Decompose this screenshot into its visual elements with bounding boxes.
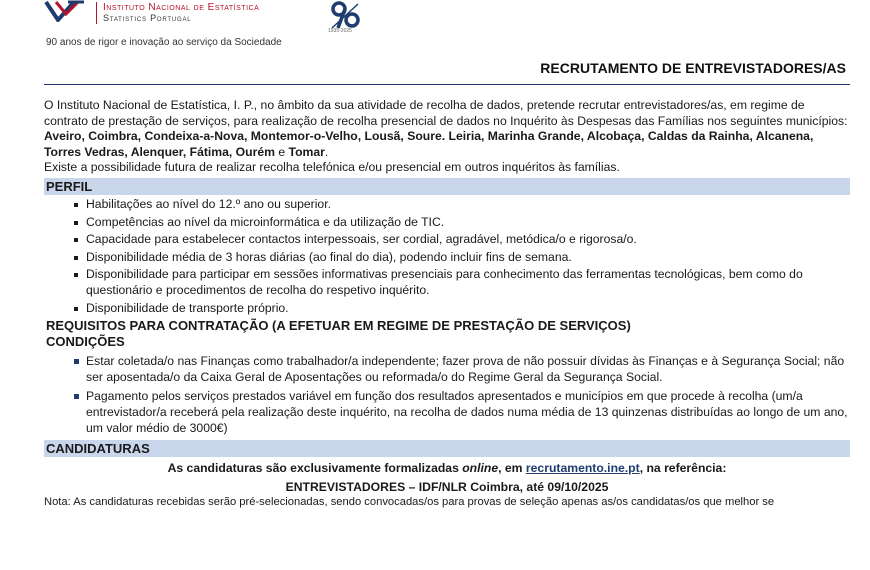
page-title: RECRUTAMENTO DE ENTREVISTADORES/AS (540, 60, 846, 76)
future-note: Existe a possibilidade futura de realizar recolha telefónica e/ou presencial em outros inquéritos às famílias. (44, 160, 620, 175)
section-perfil-heading: PERFIL (44, 178, 850, 195)
municipality-list: Aveiro, Coimbra, Condeixa-a-Nova, Montemor-o-Velho, Lousã, Soure. Leiria, Marinha Grande, Alcobaça, Caldas da Rainha, Alcanena, Torres Vedras, Alenquer, Fátima, Ourém (44, 129, 814, 159)
tagline: 90 anos de rigor e inovação ao serviço da Sociedade (46, 37, 282, 48)
list-item: Pagamento pelos serviços prestados variável em função dos resultados apresentados e municípios em que procede à recolha (um/a entrevistador/a receberá pela realização deste inquérito, na recolha de dados numa média de 13 quinzenas distribuídas ao longo de um ano, um valor médio de 3000€) (86, 389, 850, 436)
ine-logo-mark-icon (44, 0, 88, 22)
application-line (44, 461, 850, 477)
list-item: Estar coletada/o nas Finanças como trabalhador/a independente; fazer prova de não possuir dívidas às Finanças e à Segurança Social; não ser aposentada/o da Caixa Geral de Aposentações ou reformada/o do Regime Geral da Segurança Social. (86, 354, 850, 385)
list-item: Disponibilidade de transporte próprio. (86, 301, 850, 317)
intro-end: . (324, 144, 329, 159)
section-requisitos-heading: REQUISITOS PARA CONTRATAÇÃO (A EFETUAR EM REGIME DE PRESTAÇÃO DE SERVIÇOS) (46, 318, 631, 334)
intro-conjunction: e (274, 144, 289, 159)
last-municipality: Tomar (288, 144, 325, 159)
list-item: Disponibilidade para participar em sessões informativas presenciais para conhecimento das ferramentas tecnológicas, bem como do questionário e procedimentos de recolha do respetivo inquérito. (86, 267, 850, 298)
online-text: online (462, 461, 499, 476)
org-name-en: Statistics Portugal (103, 13, 192, 23)
recruitment-link[interactable]: recrutamento.ine.pt (525, 461, 640, 476)
list-item: Capacidade para estabelecer contactos interpessoais, ser cordial, agradável, metódica/o e rigorosa/o. (86, 232, 850, 248)
document-body (44, 98, 850, 509)
application-text-mid: , em (498, 461, 526, 476)
application-text-end: , na referência: (639, 461, 727, 476)
anniversary-years: 1935-2025 (328, 28, 352, 34)
condicoes-heading: CONDIÇÕES (46, 334, 125, 350)
section-candidaturas-heading: CANDIDATURAS (44, 440, 850, 457)
application-text: As candidaturas são exclusivamente formalizadas (167, 461, 463, 476)
list-item: Disponibilidade média de 3 horas diárias (ao final do dia), podendo incluir fins de semana. (86, 250, 850, 266)
list-item: Habilitações ao nível do 12.º ano ou superior. (86, 197, 850, 213)
org-name-pt: Instituto Nacional de Estatística (103, 2, 260, 13)
org-name (96, 2, 259, 24)
perfil-list (44, 197, 850, 316)
selection-note: Nota: As candidaturas recebidas serão pré-selecionadas, sendo convocadas/os para provas de seleção apenas as/os candidatas/os que melhor se (44, 496, 775, 509)
intro-paragraph (44, 98, 850, 176)
title-divider (44, 84, 850, 85)
list-item: Competências ao nível da microinformática e da utilização de TIC. (86, 215, 850, 231)
reference-line: ENTREVISTADORES – IDF/NLR Coimbra, até 09/10/2025 (285, 479, 609, 494)
intro-text: O Instituto Nacional de Estatística, I. P., no âmbito da sua atividade de recolha de dados, pretende recrutar entrevistadores/as, em regime de contrato de prestação de serviços, para realização de recolha presencial de dados no Inquérito às Despesas das Famílias nos seguintes municípios: (44, 98, 848, 128)
requisitos-list (44, 354, 850, 436)
document-header (0, 0, 870, 55)
